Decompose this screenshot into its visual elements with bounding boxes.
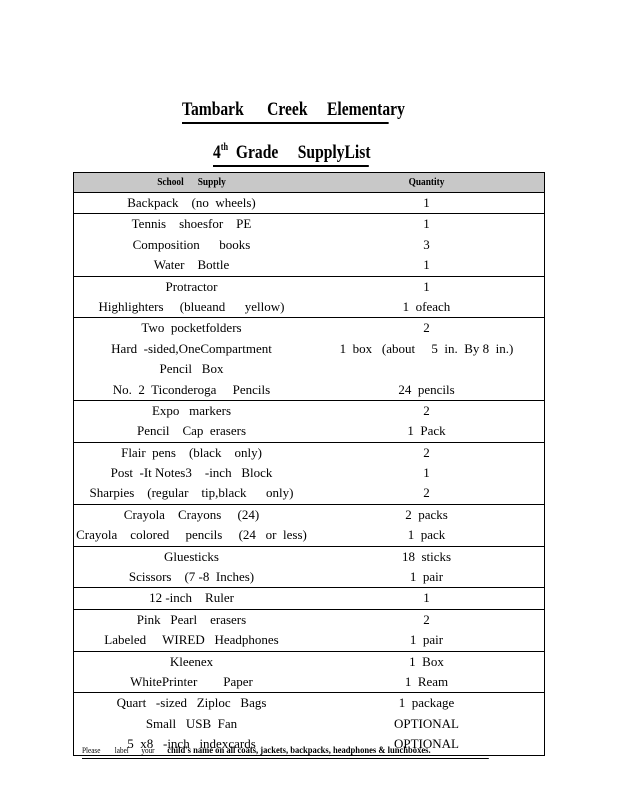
row-group [74, 505, 544, 547]
row-group [74, 610, 544, 652]
supply-cell: Crayola Crayons (24) [123, 506, 260, 522]
supply-cell: Labeled WIRED Headphones [104, 632, 279, 648]
table-row [74, 547, 544, 567]
supply-cell: Tennis shoesfor PE [131, 216, 252, 232]
quantity-cell: 1 [423, 590, 430, 606]
grade-number: 4 [213, 142, 221, 163]
supply-cell: No. 2 Ticonderoga Pencils [112, 381, 271, 397]
quantity-cell: 1 pack [407, 527, 446, 543]
grade-label: Grade SupplyList [228, 142, 371, 163]
quantity-cell: 1 [423, 257, 430, 273]
quantity-cell: 1 [423, 278, 430, 294]
quantity-cell: 1 pair [409, 632, 444, 648]
supply-cell: Pink Pearl erasers [136, 611, 247, 627]
quantity-cell [309, 359, 544, 379]
quantity-cell: 2 [423, 485, 430, 501]
quantity-cell: 1 package [398, 695, 455, 711]
quantity-cell: 1 Ream [404, 673, 449, 689]
quantity-cell: 1 [423, 195, 430, 210]
supply-cell: Kleenex [169, 653, 214, 669]
supply-cell: Gluesticks [164, 548, 219, 564]
quantity-cell: 1 [423, 216, 430, 232]
table-row [74, 401, 544, 421]
row-group [74, 401, 544, 443]
quantity-cell: 1 Pack [407, 423, 446, 439]
supply-cell: Water Bottle [153, 257, 230, 273]
supply-cell: Scissors (7 -8 Inches) [128, 569, 255, 585]
quantity-cell: 2 [423, 402, 430, 418]
quantity-cell: 2 packs [405, 506, 448, 522]
table-row [74, 235, 544, 255]
table-header [74, 173, 544, 193]
quantity-cell: 2 [423, 444, 430, 460]
supply-cell: Protractor [165, 278, 218, 294]
footer-text: child's name on all coats, jackets, backpacks, headphones & lunchboxes. [167, 746, 431, 756]
footer-note [82, 744, 489, 759]
page-subtitle [213, 136, 369, 167]
table-row [74, 463, 544, 483]
supply-cell: Small USB Fan [145, 715, 238, 731]
quantity-cell: 1 pair [409, 569, 444, 585]
table-row [74, 297, 544, 317]
supply-cell: Sharpies (regular tip,black only) [89, 485, 294, 501]
page-title: Tambark Creek Elementary [182, 98, 389, 124]
row-group [74, 318, 544, 401]
table-row [74, 359, 544, 379]
supply-cell: Backpack (no wheels) [127, 195, 256, 210]
supply-cell: Highlighters (blueand yellow) [98, 298, 285, 314]
table-row [74, 277, 544, 297]
supply-cell: Hard -sided,OneCompartment [111, 340, 272, 356]
table-row [74, 443, 544, 463]
table-row [74, 693, 544, 713]
table-row [74, 421, 544, 441]
table-body [74, 193, 544, 756]
quantity-cell: 2 [423, 611, 430, 627]
quantity-cell: 1 ofeach [402, 298, 451, 314]
header-supply: School Supply [157, 176, 226, 188]
row-group [74, 588, 544, 609]
table-row [74, 525, 544, 545]
quantity-cell: 18 sticks [401, 548, 452, 564]
table-row [74, 567, 544, 587]
row-group [74, 193, 544, 214]
supply-cell: 12 -inch Ruler [149, 590, 234, 606]
row-group [74, 652, 544, 694]
table-row [74, 714, 544, 734]
row-group [74, 443, 544, 505]
supply-cell: Two pocketfolders [141, 320, 242, 336]
grade-suffix: th [220, 142, 229, 153]
table-row [74, 255, 544, 275]
supply-table [73, 172, 545, 756]
header-quantity: Quantity [408, 176, 445, 188]
row-group [74, 547, 544, 589]
quantity-cell: 24 pencils [398, 381, 455, 397]
quantity-cell: 2 [423, 320, 430, 336]
supply-cell: 5 x8 -inch indexcards [127, 736, 256, 752]
table-row [74, 588, 544, 608]
table-row [74, 483, 544, 503]
table-row [74, 505, 544, 525]
quantity-cell: 1 box (about 5 in. By 8 in.) [339, 340, 514, 356]
quantity-cell: 3 [423, 236, 430, 252]
table-row [74, 380, 544, 400]
supply-cell: Flair pens (black only) [121, 444, 262, 460]
supply-cell: Composition books [132, 236, 251, 252]
table-row [74, 339, 544, 359]
supply-cell: Pencil Cap erasers [136, 423, 247, 439]
supply-cell: Post -It Notes3 -inch Block [110, 465, 273, 481]
supply-cell: Quart -sized Ziploc Bags [116, 695, 267, 711]
table-row [74, 214, 544, 234]
table-row [74, 193, 544, 213]
row-group [74, 277, 544, 319]
footer-prefix: Please label your [82, 746, 168, 755]
quantity-cell: OPTIONAL [394, 715, 459, 731]
table-row [74, 652, 544, 672]
supply-cell: Crayola colored pencils (24 or less) [76, 527, 307, 543]
quantity-cell: 1 [423, 465, 430, 481]
table-row [74, 630, 544, 650]
quantity-cell: 1 Box [409, 653, 444, 669]
table-row [74, 672, 544, 692]
supply-cell: WhitePrinter Paper [130, 673, 253, 689]
row-group [74, 214, 544, 276]
supply-cell: Expo markers [151, 402, 232, 418]
quantity-cell: OPTIONAL [394, 736, 459, 752]
table-row [74, 610, 544, 630]
table-row [74, 318, 544, 338]
supply-cell: Pencil Box [159, 361, 224, 377]
